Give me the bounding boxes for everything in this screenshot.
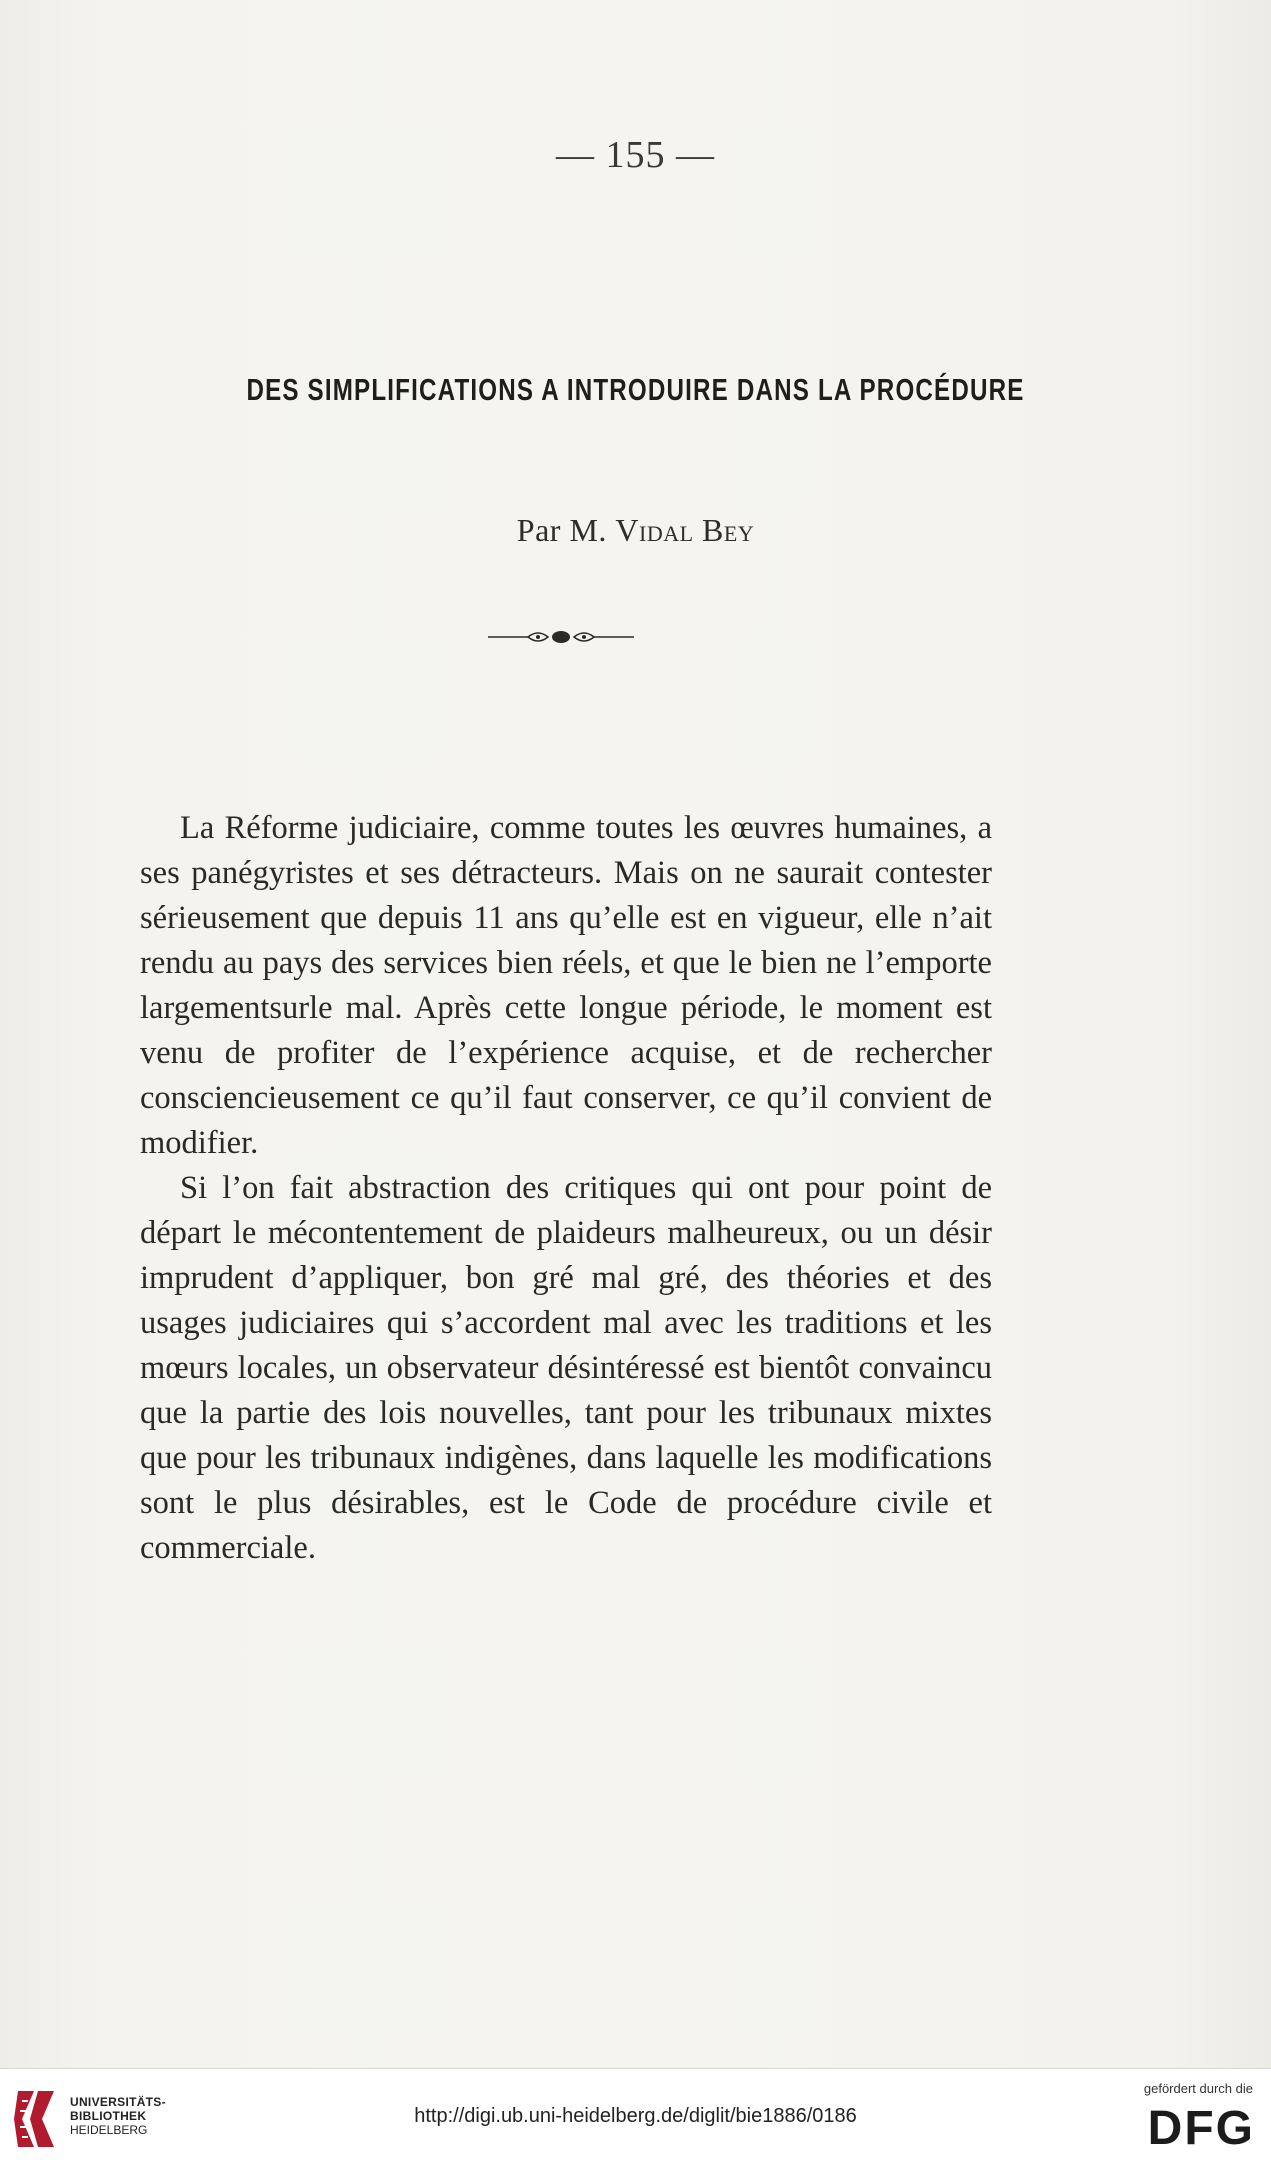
- sponsor-label: gefördert durch die: [1143, 2081, 1253, 2096]
- author-line: [0, 512, 1271, 549]
- paragraph-2: Si l’on fait abstraction des critiques qui ont pour point de départ le mécontentement de plaideurs malheureux, ou un désir imprudent d’appliquer, bon gré mal gré, des théories et des usages judiciaires qui s’accordent mal avec les traditions et les mœurs locales, un observateur désintéressé est bientôt convaincu que la partie des lois nouvelles, tant pour les tribunaux mixtes que pour les tribunaux indigènes, dans laquelle les modifications sont le plus désirables, est le Code de procédure civile et commerciale.: [140, 1170, 992, 1566]
- permalink-url[interactable]: http://digi.ub.uni-heidelberg.de/diglit/bie1886/0186: [414, 2105, 857, 2127]
- sponsor-logo[interactable]: DFG: [1147, 2102, 1255, 2155]
- article-body: [140, 806, 992, 1571]
- paragraph-1: La Réforme judiciaire, comme toutes les œuvres humaines, a ses panégyristes et ses détracteurs. Mais on ne saurait contester sérieusement que depuis 11 ans qu’elle est en vigueur, elle n’ait rendu au pays des services bien réels, et que le bien ne l’emporte largementsurle mal. Après cette longue période, le moment est venu de profiter de l’expérience acquise, et de rechercher consciencieusement ce qu’il faut conserver, ce qu’il convient de modifier.: [140, 810, 992, 1161]
- author-name: Vidal Bey: [615, 512, 755, 548]
- ornament-divider-icon: [488, 625, 634, 649]
- library-name-line1: UNIVERSITÄTS-: [70, 2095, 166, 2109]
- viewer-footer: [0, 2068, 1271, 2166]
- page-number: — 155 —: [556, 134, 715, 176]
- library-name-line2: BIBLIOTHEK: [70, 2109, 147, 2123]
- library-name-line3: HEIDELBERG: [70, 2123, 148, 2137]
- article-title: DES SIMPLIFICATIONS A INTRODUIRE DANS LA PROCÉDURE: [246, 372, 1025, 407]
- author-prefix: Par M.: [516, 512, 607, 548]
